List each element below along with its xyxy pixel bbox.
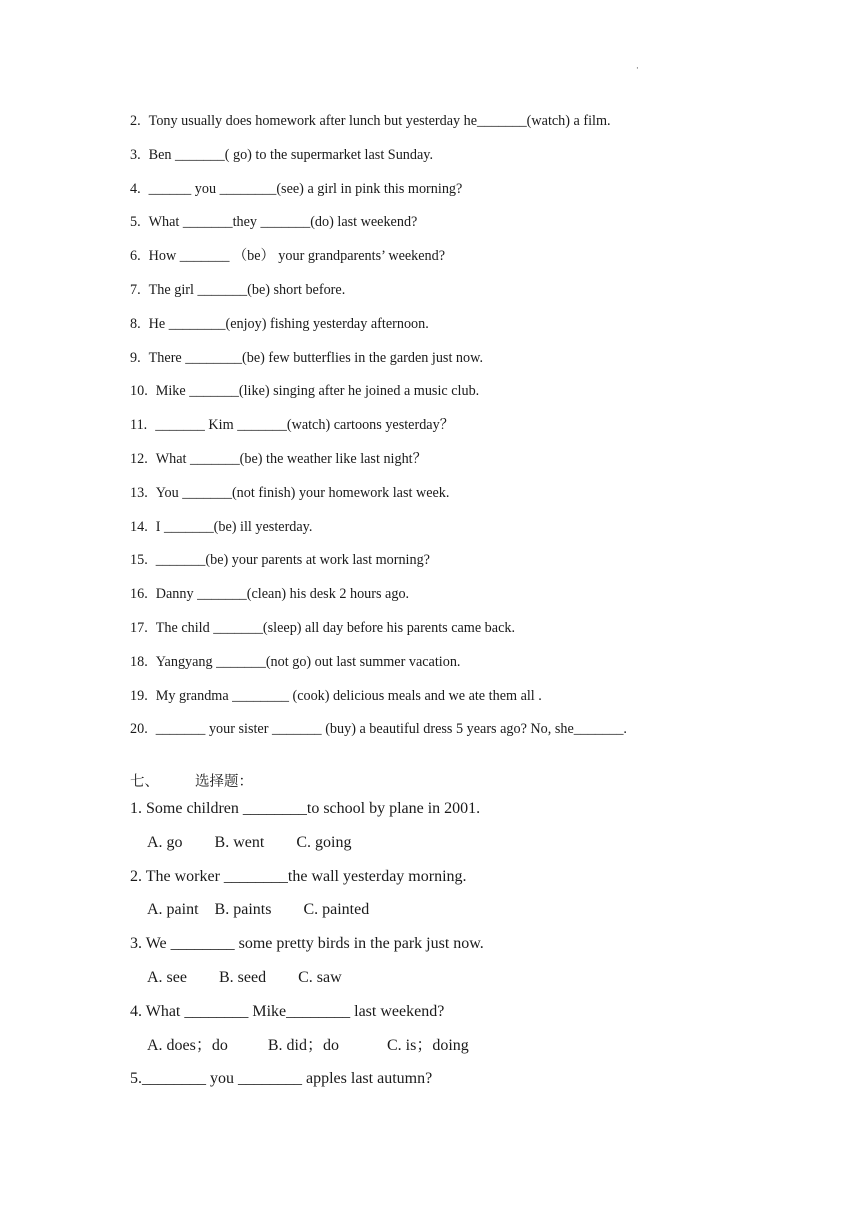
fill-in-item (130, 145, 830, 179)
section-heading (130, 770, 253, 791)
item-text: What _______(be) the weather like last night？ (155, 450, 427, 467)
item-number: 11. (130, 417, 148, 434)
fill-in-item (130, 348, 830, 382)
fill-in-item (130, 111, 830, 145)
header-mark: · (636, 64, 639, 74)
item-number: 16. (130, 586, 148, 603)
item-text: The girl _______(be) short before. (148, 281, 346, 298)
item-text: Tony usually does homework after lunch but yesterday he_______(watch) a film. (148, 113, 611, 129)
fill-in-item (130, 449, 830, 483)
item-number: 12. (130, 450, 148, 467)
mc-options: A. does；do B. did；do C. is；doing (147, 1036, 469, 1054)
item-number: 8. (130, 315, 141, 332)
fill-in-item (130, 618, 830, 652)
fill-in-item (130, 212, 830, 246)
item-number: 5. (130, 214, 141, 231)
item-text: There ________(be) few butterflies in the garden just now. (148, 349, 483, 366)
item-number: 4. (130, 180, 141, 197)
mc-question: 5.________ you ________ apples last autumn? (130, 1070, 433, 1088)
fill-in-item (130, 550, 830, 584)
mc-question: 4. What ________ Mike________ last weekend? (130, 1002, 445, 1020)
item-text: Danny _______(clean) his desk 2 hours ago. (155, 586, 410, 603)
item-text: He ________(enjoy) fishing yesterday afternoon. (148, 315, 429, 332)
item-text: _______ Kim _______(watch) cartoons yesterday？ (155, 417, 454, 434)
fill-in-item (130, 246, 830, 280)
fill-in-item (130, 179, 830, 213)
fill-in-item (130, 652, 830, 686)
mc-options: A. see B. seed C. saw (147, 968, 342, 986)
item-number: 13. (130, 484, 148, 501)
item-text: My grandma ________ (cook) delicious meals and we ate them all . (155, 687, 542, 704)
fill-in-list (130, 111, 830, 753)
item-number: 7. (130, 281, 141, 298)
fill-in-item (130, 584, 830, 618)
section-number: 七、 (130, 774, 159, 790)
item-number: 19. (130, 687, 148, 704)
item-number: 20. (130, 721, 148, 738)
item-number: 9. (130, 349, 141, 366)
item-text: What _______they _______(do) last weekend? (148, 214, 418, 231)
item-number: 10. (130, 383, 148, 400)
fill-in-item (130, 280, 830, 314)
item-text: ______ you ________(see) a girl in pink this morning? (148, 180, 463, 197)
item-number: 14. (130, 518, 148, 535)
section-title: 选择题： (195, 774, 253, 790)
item-text: Yangyang _______(not go) out last summer vacation. (155, 653, 461, 670)
mc-question: 3. We ________ some pretty birds in the park just now. (130, 935, 484, 953)
item-number: 6. (130, 248, 141, 265)
item-text: You _______(not finish) your homework last week. (155, 484, 450, 501)
fill-in-item (130, 517, 830, 551)
item-number: 18. (130, 653, 148, 670)
item-number: 17. (130, 619, 148, 636)
fill-in-item (130, 483, 830, 517)
mc-question: 2. The worker ________the wall yesterday morning. (130, 867, 467, 885)
item-number: 3. (130, 146, 141, 163)
fill-in-item (130, 686, 830, 720)
item-text: The child _______(sleep) all day before his parents came back. (155, 619, 516, 636)
fill-in-item (130, 381, 830, 415)
fill-in-item (130, 415, 830, 449)
fill-in-item (130, 314, 830, 348)
item-text: _______ your sister _______ (buy) a beautiful dress 5 years ago? No, she_______. (155, 721, 627, 738)
mc-question: 1. Some children ________to school by plane in 2001. (130, 800, 481, 817)
item-text: _______(be) your parents at work last morning? (155, 552, 430, 569)
item-text: Ben _______( go) to the supermarket last Sunday. (148, 146, 433, 163)
item-number: 15. (130, 552, 148, 569)
item-text: How _______ （be） your grandparents’ weekend? (148, 248, 446, 265)
mc-options: A. paint B. paints C. painted (147, 901, 370, 919)
mc-options: A. go B. went C. going (147, 833, 352, 851)
item-number: 2. (130, 113, 141, 129)
item-text: Mike _______(like) singing after he joined a music club. (155, 383, 480, 400)
multiple-choice-list (130, 798, 830, 1102)
fill-in-item (130, 719, 830, 753)
item-text: I _______(be) ill yesterday. (155, 518, 313, 535)
